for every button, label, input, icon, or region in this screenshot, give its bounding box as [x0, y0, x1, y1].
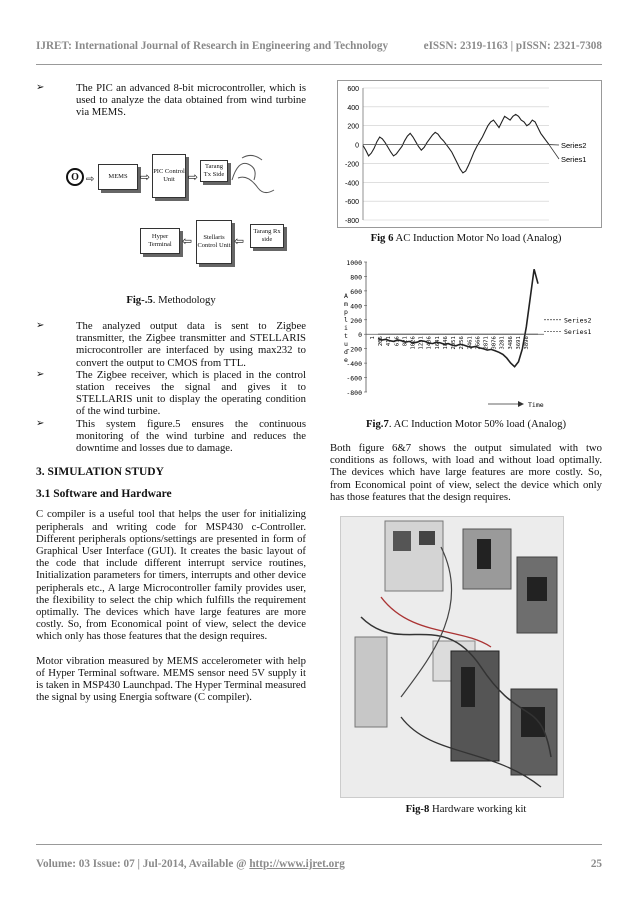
x-tick-label: 1641 [434, 336, 441, 350]
tick-label: -200 [346, 345, 362, 354]
x-tick-label: 2871 [483, 336, 490, 350]
tick-label: 0 [355, 142, 359, 150]
tick-label: 600 [350, 287, 362, 296]
ylabel-letter: i [344, 324, 348, 332]
ylabel-letter: t [344, 332, 348, 340]
time-arrow-head [518, 401, 524, 407]
source-circle: O [66, 168, 84, 186]
ylabel-letter: A [344, 292, 348, 300]
arrow-bullet-icon: ➢ [36, 82, 45, 93]
fig8-caption: Fig-8 Hardware working kit [405, 803, 527, 815]
journal-link[interactable]: http://www.ijret.org [249, 858, 345, 870]
fig6-caption: Fig 6 AC Induction Motor No load (Analog) [370, 232, 562, 244]
x-tick-label: 3486 [507, 336, 514, 350]
x-tick-label: 821 [402, 336, 409, 347]
x-tick-label: 411 [386, 336, 393, 347]
arrow-right-icon: ⇨ [188, 170, 199, 184]
ylabel-letter: p [344, 308, 348, 316]
page-header [36, 40, 602, 54]
x-tick-label: 2256 [459, 336, 466, 350]
fig5-caption: Fig-.5. Methodology [126, 294, 216, 306]
bullet-item: ➢ The Zigbee receiver, which is placed in the control station receives the signal and gives it to STELLARIS unit to display the operating condition of the wind turbine. [36, 368, 306, 418]
tick-label: -600 [344, 199, 359, 207]
fig7-chart [338, 254, 602, 412]
x-tick-label: 3896 [524, 336, 530, 350]
legend-entry: Series2 [564, 316, 592, 325]
x-tick-label: 1436 [426, 336, 433, 350]
bullet-item: ➢ This system figure.5 ensures the continuous monitoring of the wind turbine and reduces the downtime and losses due to damage. [36, 417, 306, 455]
x-tick-label: 616 [394, 336, 401, 347]
series-line-series2 [378, 269, 538, 367]
mems-box: MEMS [98, 164, 138, 190]
x-tick-label: 2051 [451, 336, 458, 350]
tick-label: -200 [344, 161, 359, 169]
legend-entry: Series1 [561, 155, 587, 164]
journal-title: IJRET: International Journal of Research in Engineering and Technology [36, 40, 389, 52]
ylabel-letter: m [344, 300, 348, 308]
ylabel-letter: d [344, 348, 348, 356]
x-tick-label: 1 [370, 336, 376, 340]
issn: eISSN: 2319-1163 | pISSN: 2321-7308 [423, 40, 602, 52]
tick-label: -800 [346, 389, 362, 397]
header-rule [36, 64, 602, 65]
paragraph: Motor vibration measured by MEMS accelerometer with help of Hyper Terminal software. MEMS sensor need 5V supply it is taken in MSP430 Launchpad. The Hyper Terminal measured the signal by using Energia software (C compiler). [36, 654, 306, 704]
tick-label: 600 [347, 86, 359, 93]
x-tick-label: 2666 [475, 336, 482, 350]
tick-label: -800 [344, 218, 359, 225]
x-tick-label: 206 [378, 336, 385, 347]
tick-label: 800 [350, 273, 362, 282]
chart-frame [338, 81, 602, 228]
x-axis-label: Time [528, 401, 544, 409]
tick-label: 1000 [346, 259, 362, 267]
x-tick-label: 3691 [515, 336, 522, 350]
left-column-body [36, 466, 306, 703]
ylabel-letter: u [344, 340, 348, 348]
tick-label: 400 [350, 302, 362, 311]
methodology-diagram [64, 150, 300, 270]
x-tick-label: 3076 [491, 336, 498, 350]
arrow-right-icon: ⇨ [140, 170, 151, 184]
bullet-item: ➢ The PIC an advanced 8-bit microcontroller, which is used to analyze the data obtained from wind turbine via MEMS. [36, 82, 306, 119]
arrow-bullet-icon: ➢ [36, 320, 45, 331]
x-tick-label: 1026 [410, 336, 417, 350]
arrow-left-icon: ⇦ [182, 234, 193, 248]
tick-label: 200 [350, 316, 362, 325]
hardware-kit-photo [340, 516, 564, 798]
tarang-tx-box: Tarang Tx Side [200, 160, 228, 182]
paragraph: C compiler is a useful tool that helps the user for initializing peripherals and writing code for MSP430 c-Controller. Different peripherals options/settings are presented in form of Graphical User Interface (GUI). It creates the basic layout of the code that include different interrupt service routines, Initialization parameters for timers, interrupts and other device peripherals etc., A large Microcontroller family provides user, the flexibility to select the chip which fulfills the requirement optimally. The devices which have large features are more costly. So, from Economical point of view, select the device which only has those features that the design requires. [36, 508, 306, 643]
x-tick-label: 3281 [499, 336, 506, 350]
footer-volume: Volume: 03 Issue: 07 | Jul-2014, Available @ http://www.ijret.org [36, 858, 345, 870]
tick-label: -400 [344, 180, 359, 188]
left-column-bullets [36, 320, 306, 454]
tick-label: -600 [346, 374, 362, 383]
x-tick-label: 1846 [442, 336, 449, 350]
fig6-chart [337, 80, 602, 228]
page-footer [36, 858, 602, 872]
stellaris-box: Stellaris Control Unit [196, 220, 232, 264]
ylabel-letter: e [344, 356, 348, 364]
tarang-rx-box: Tarang Rx side [250, 224, 284, 248]
ylabel-letter: l [344, 316, 348, 324]
right-paragraph: Both figure 6&7 shows the output simulated with two conditions as follows, with load and without load optimally. The devices which have large features are more costly. So, from Economical point of view, select the device which only has those features that the design requires. [330, 442, 602, 503]
section-heading: 3. SIMULATION STUDY [36, 466, 164, 478]
hyper-terminal-box: Hyper Terminal [140, 228, 180, 254]
arrow-right-icon: ⇨ [86, 174, 95, 185]
x-tick-label: 2461 [467, 336, 474, 350]
legend-entry: Series1 [564, 327, 592, 336]
arrow-bullet-icon: ➢ [36, 368, 45, 380]
tick-label: 400 [347, 104, 359, 112]
pic-box: PIC Control Unit [152, 154, 186, 198]
antenna-wave-icon [228, 150, 278, 200]
x-tick-label: 1231 [418, 336, 425, 350]
footer-rule [36, 844, 602, 845]
tick-label: 0 [358, 331, 362, 340]
left-column-top [36, 82, 306, 119]
tick-label: -400 [346, 360, 362, 369]
arrow-bullet-icon: ➢ [36, 417, 45, 429]
arrow-left-icon: ⇦ [234, 234, 245, 248]
bullet-item: ➢ The analyzed output data is sent to Zigbee transmitter, the Zigbee transmitter and STELLARIS microcontroller are interfaced by using max232 to convert the output to CMOS from TTL. [36, 320, 306, 369]
page-number: 25 [590, 858, 602, 870]
tick-label: 200 [347, 123, 359, 131]
fig7-caption: Fig.7. AC Induction Motor 50% load (Analog) [365, 418, 567, 430]
legend-entry: Series2 [561, 141, 587, 150]
subsection-heading: 3.1 Software and Hardware [36, 488, 172, 501]
